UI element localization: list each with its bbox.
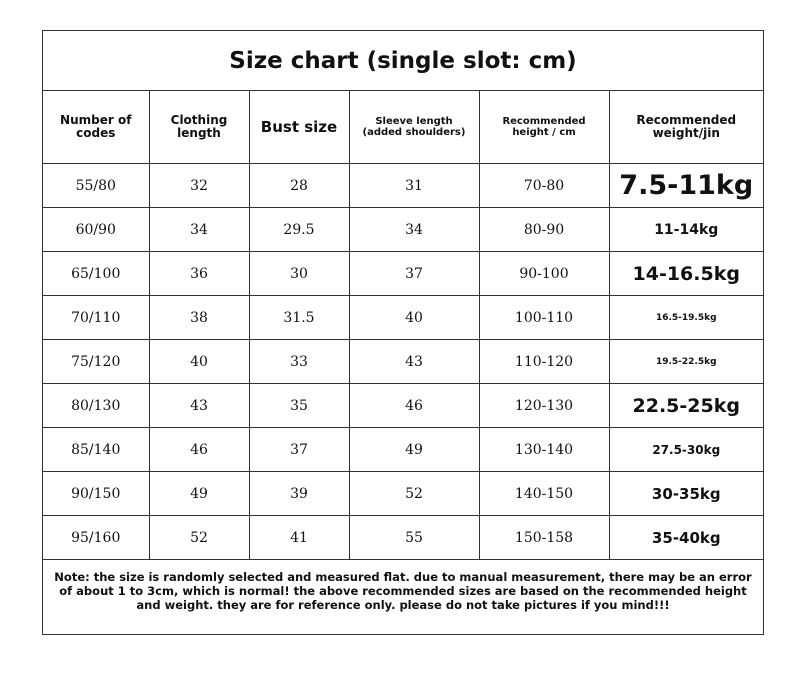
cell-length: 32 [149,164,249,208]
cell-length: 34 [149,208,249,252]
cell-sleeve: 34 [349,208,479,252]
cell-code: 55/80 [43,164,149,208]
header-sleeve [349,91,479,164]
cell-code: 75/120 [43,340,149,384]
cell-weight: 14-16.5kg [609,252,763,296]
cell-length: 38 [149,296,249,340]
header-bust: Bust size [249,91,349,164]
size-table [43,91,763,560]
cell-bust: 29.5 [249,208,349,252]
table-row [43,340,763,384]
cell-length: 36 [149,252,249,296]
cell-length: 46 [149,428,249,472]
cell-code: 70/110 [43,296,149,340]
cell-height: 90-100 [479,252,609,296]
cell-sleeve: 40 [349,296,479,340]
table-row [43,296,763,340]
cell-sleeve: 46 [349,384,479,428]
cell-code: 60/90 [43,208,149,252]
cell-code: 90/150 [43,472,149,516]
chart-title: Size chart (single slot: cm) [43,31,763,91]
cell-bust: 30 [249,252,349,296]
cell-bust: 33 [249,340,349,384]
header-sleeve-line2: (added shoulders) [362,127,466,138]
cell-length: 40 [149,340,249,384]
cell-sleeve: 52 [349,472,479,516]
header-height-line1: Recommended [502,116,586,127]
cell-height: 150-158 [479,516,609,560]
table-row [43,252,763,296]
cell-code: 85/140 [43,428,149,472]
header-height [479,91,609,164]
header-weight-line1: Recommended [636,112,737,127]
header-row [43,91,763,164]
cell-length: 52 [149,516,249,560]
cell-bust: 41 [249,516,349,560]
cell-height: 70-80 [479,164,609,208]
cell-bust: 31.5 [249,296,349,340]
table-row [43,164,763,208]
cell-bust: 28 [249,164,349,208]
cell-weight: 16.5-19.5kg [609,296,763,340]
cell-bust: 39 [249,472,349,516]
size-chart [42,30,764,635]
cell-sleeve: 43 [349,340,479,384]
cell-height: 80-90 [479,208,609,252]
cell-bust: 35 [249,384,349,428]
cell-height: 130-140 [479,428,609,472]
cell-length: 49 [149,472,249,516]
cell-weight: 35-40kg [609,516,763,560]
header-sleeve-line1: Sleeve length [375,116,453,127]
cell-weight: 22.5-25kg [609,384,763,428]
header-length: Clothing length [149,91,249,164]
disclaimer-note [43,547,763,634]
table-row [43,384,763,428]
header-weight [609,91,763,164]
cell-code: 80/130 [43,384,149,428]
table-row [43,472,763,516]
cell-height: 140-150 [479,472,609,516]
cell-sleeve: 37 [349,252,479,296]
header-height-line2: height / cm [512,127,576,138]
cell-sleeve: 55 [349,516,479,560]
cell-weight: 19.5-22.5kg [609,340,763,384]
cell-sleeve: 49 [349,428,479,472]
cell-code: 65/100 [43,252,149,296]
cell-length: 43 [149,384,249,428]
header-weight-line2: weight/jin [652,126,720,140]
header-code: Number of codes [43,91,149,164]
cell-height: 120-130 [479,384,609,428]
cell-bust: 37 [249,428,349,472]
table-row [43,208,763,252]
cell-sleeve: 31 [349,164,479,208]
cell-height: 110-120 [479,340,609,384]
cell-weight: 11-14kg [609,208,763,252]
cell-code: 95/160 [43,516,149,560]
note-text: Note: the size is randomly selected and measured flat. due to manual measurement, there may be an error of about 1 to 3cm, which is normal! the above recommended sizes are based on the recommended height and weight. they are for reference only. please do not take pictures if you mind!!! [54,569,752,612]
cell-height: 100-110 [479,296,609,340]
cell-weight: 7.5-11kg [609,164,763,208]
table-row [43,428,763,472]
cell-weight: 30-35kg [609,472,763,516]
cell-weight: 27.5-30kg [609,428,763,472]
